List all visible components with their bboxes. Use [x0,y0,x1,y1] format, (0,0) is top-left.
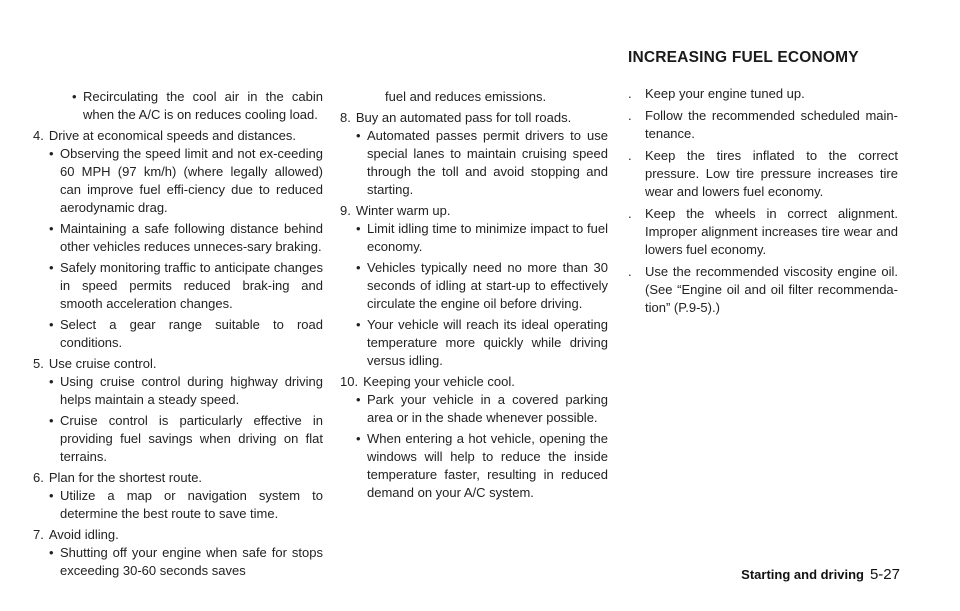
item-number: 4. [33,128,44,143]
item-title: Keeping your vehicle cool. [363,374,515,389]
tip-item [628,107,898,143]
bullet: • Vehicles typically need no more than 30 seconds of idling at start-up to effectively circulate the engine oil before driving. [340,259,608,313]
page-number: 5-27 [869,566,900,583]
item-number: 8. [340,110,351,125]
item-number: 6. [33,470,44,485]
bullet: • Observing the speed limit and not ex-ceeding 60 MPH (97 km/h) (where legally allowed) can improve fuel effi-ciency due to reduced aerodynamic drag. [33,145,323,217]
lead-bullet: • Recirculating the cool air in the cabin when the A/C is on reduces cooling load. [33,88,323,124]
dot-marker: . [628,108,632,123]
dot-marker: . [628,206,632,221]
page-footer [741,566,900,583]
bullet: • Using cruise control during highway driving helps maintain a steady speed. [33,373,323,409]
item-number: 7. [33,527,44,542]
bullet: • Limit idling time to minimize impact to fuel economy. [340,220,608,256]
dot-marker: . [628,264,632,279]
item-number: 10. [340,374,359,389]
item-title: Plan for the shortest route. [48,470,203,485]
bullet: • Maintaining a safe following distance behind other vehicles reduces unneces-sary braking. [33,220,323,256]
section-title: INCREASING FUEL ECONOMY [628,49,859,66]
tip-item [628,147,898,201]
bullet: • Safely monitoring traffic to anticipate changes in speed permits reduced brak-ing and smooth acceleration changes. [33,259,323,313]
dot-marker: . [628,86,632,101]
item-number: 9. [340,203,351,218]
list-item-7 [33,526,323,580]
list-item-9 [340,202,608,370]
list-item-5 [33,355,323,466]
tip-text: Keep the wheels in correct alignment. Improper alignment increases tire wear and lowers fuel economy. [645,206,898,257]
item-title: Winter warm up. [355,203,451,218]
item-title: Avoid idling. [48,527,119,542]
bullet: • Select a gear range suitable to road conditions. [33,316,323,352]
tip-item [628,205,898,259]
middle-column [340,88,608,505]
item-title: Drive at economical speeds and distances. [48,128,296,143]
footer-section-title: Starting and driving [741,567,864,582]
bullet: • Utilize a map or navigation system to determine the best route to save time. [33,487,323,523]
list-item-8 [340,109,608,199]
tip-item [628,85,898,103]
bullet: • Your vehicle will reach its ideal operating temperature more quickly while driving versus idling. [340,316,608,370]
list-item-6 [33,469,323,523]
continuation-text: fuel and reduces emissions. [385,89,547,104]
list-item-4 [33,127,323,352]
item-title: Buy an automated pass for toll roads. [355,110,572,125]
bullet: • Shutting off your engine when safe for stops exceeding 30-60 seconds saves [33,544,323,580]
tip-text: Keep your engine tuned up. [645,86,805,101]
dot-marker: . [628,148,632,163]
item-title: Use cruise control. [48,356,157,371]
right-column [628,85,898,321]
tip-item [628,263,898,317]
bullet: • When entering a hot vehicle, opening the windows will help to reduce the inside temperature faster, resulting in reduced demand on your A/C system. [340,430,608,502]
bullet: • Park your vehicle in a covered parking area or in the shade whenever possible. [340,391,608,427]
tip-text: Follow the recommended scheduled main-tenance. [645,108,898,141]
item-number: 5. [33,356,44,371]
tip-text: Use the recommended viscosity engine oil. (See “Engine oil and oil filter recommenda-tion” (P.9-5).) [645,264,898,315]
list-item-10 [340,373,608,502]
tip-text: Keep the tires inflated to the correct pressure. Low tire pressure increases tire wear and lowers fuel economy. [645,148,898,199]
left-column [33,88,323,583]
bullet: • Automated passes permit drivers to use special lanes to maintain cruising speed through the toll and avoid stopping and starting. [340,127,608,199]
bullet: • Cruise control is particularly effective in providing fuel savings when driving on flat terrains. [33,412,323,466]
